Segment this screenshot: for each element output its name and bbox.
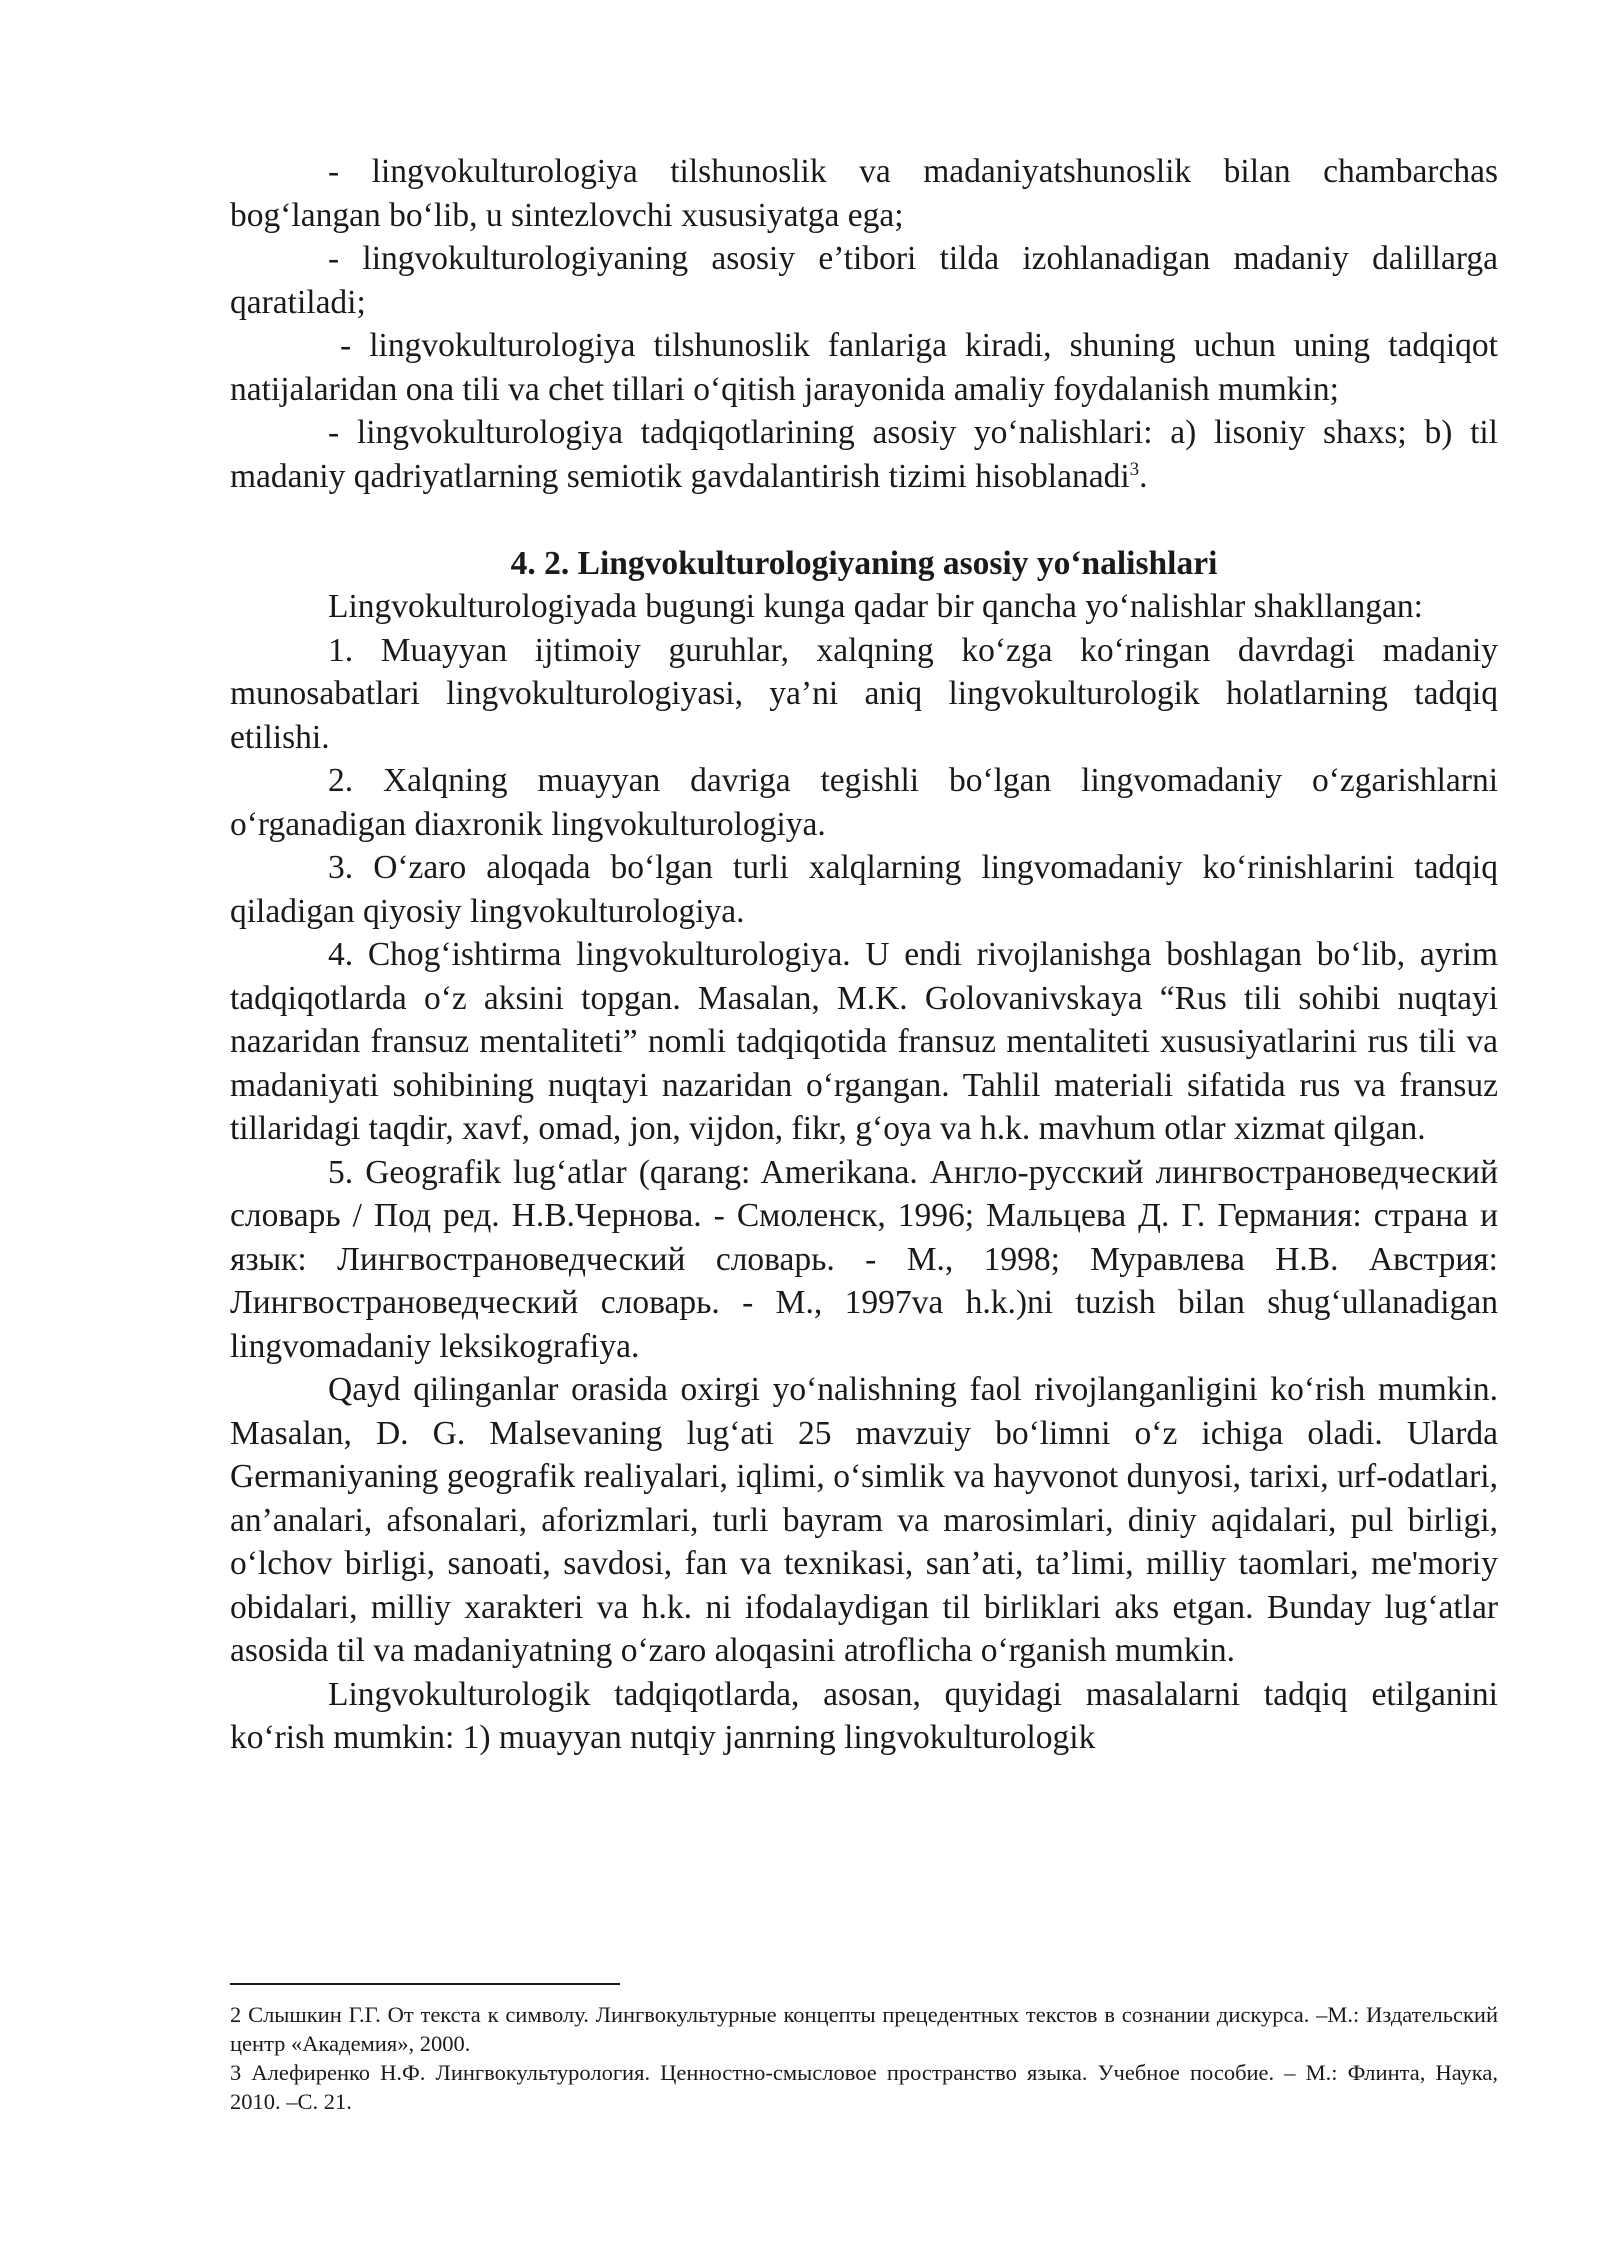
- footnotes: [230, 2000, 1498, 2116]
- paragraph-list-item-4: [230, 411, 1498, 498]
- footnote-3: 3 Алефиренко Н.Ф. Лингвокультурология. Ценностно-смысловое пространство языка. Учебное пособие. – М.: Флинта, Наука, 2010. –С. 21.: [230, 2060, 1498, 2114]
- document-page: [230, 150, 1498, 1760]
- blank-line: [230, 498, 1498, 542]
- section-heading: 4. 2. Lingvokulturologiyaning asosiy yo‘nalishlari: [510, 544, 1218, 582]
- paragraph-direction-4: 4. Chog‘ishtirma lingvokulturologiya. U endi rivojlanishga boshlagan bo‘lib, ayrim tadqiqotlarda o‘z aksini topgan. Masalan, M.K. Golovanivskaya “Rus tili sohibi nuqtayi nazaridan fransuz mentaliteti” nomli tadqiqotida fransuz mentaliteti xususiyatlarini rus tili va madaniyati sohibining nuqtayi nazaridan o‘rgangan. Tahlil materiali sifatida rus va fransuz tillaridagi taqdir, xavf, omad, jon, vijdon, fikr, g‘oya va h.k. mavhum otlar xizmat qilgan.: [230, 936, 1498, 1147]
- paragraph-list-item-3: - lingvokulturologiya tilshunoslik fanlariga kiradi, shuning uchun uning tadqiqot natijalaridan ona tili va chet tillari o‘qitish jarayonida amaliy foydalanish mumkin;: [230, 327, 1498, 408]
- paragraph-direction-3: 3. O‘zaro aloqada bo‘lgan turli xalqlarning lingvomadaniy ko‘rinishlarini tadqiq qiladigan qiyosiy lingvokulturologiya.: [230, 849, 1498, 930]
- paragraph-list-item-4-text: - lingvokulturologiya tadqiqotlarining asosiy yo‘nalishlari: a) lisoniy shaxs; b) til madaniy qadriyatlarning semiotik gavdalantirish tizimi hisoblanadi: [230, 414, 1498, 495]
- paragraph-direction-1: 1. Muayyan ijtimoiy guruhlar, xalqning ko‘zga ko‘ringan davrdagi madaniy munosabatlari lingvokulturologiyasi, ya’ni aniq lingvokulturologik holatlarning tadqiq etilishi.: [230, 631, 1498, 756]
- paragraph-lexicography: Qayd qilinganlar orasida oxirgi yo‘nalishning faol rivojlanganligini ko‘rish mumkin. Masalan, D. G. Malsevaning lug‘ati 25 mavzuiy bo‘limni o‘z ichiga oladi. Ularda Germaniyaning geografik realiyalari, iqlimi, o‘simlik va hayvonot dunyosi, tarixi, urf-odatlari, an’analari, afsonalari, aforizmlari, turli bayram va marosimlari, diniy aqidalari, pul birligi, o‘lchov birligi, sanoati, savdosi, fan va texnikasi, san’ati, ta’limi, milliy taomlari, me'moriy obidalari, milliy xarakteri va h.k. ni ifodalaydigan til birliklari aks etgan. Bunday lug‘atlar asosida til va madaniyatning o‘zaro aloqasini atroflicha o‘rganish mumkin.: [230, 1371, 1498, 1669]
- paragraph-intro: Lingvokulturologiyada bugungi kunga qadar bir qancha yo‘nalishlar shakllangan:: [328, 588, 1423, 625]
- paragraph-list-item-1: - lingvokulturologiya tilshunoslik va madaniyatshunoslik bilan chambarchas bog‘langan bo‘lib, u sintezlovchi xususiyatga ega;: [230, 153, 1498, 234]
- paragraph-research-issues: Lingvokulturologik tadqiqotlarda, asosan, quyidagi masalalarni tadqiq etilganini ko‘rish mumkin: 1) muayyan nutqiy janrning lingvokulturologik: [230, 1675, 1498, 1756]
- paragraph-direction-5: 5. Geografik lug‘atlar (qarang: Amerikana. Англо-русский лингвострановедческий словарь / Под ред. Н.В.Чернова. - Смоленск, 1996; Мальцева Д. Г. Германия: страна и язык: Лингвострановедческий словарь. - М., 1998; Муравлева Н.В. Австрия: Лингвострановедческий словарь. - М., 1997va h.k.)ni tuzish bilan shug‘ullanadigan lingvomadaniy leksikografiya.: [230, 1153, 1498, 1365]
- footnote-reference: 3: [1129, 458, 1140, 480]
- paragraph-list-item-2: - lingvokulturologiyaning asosiy e’tibori tilda izohlanadigan madaniy dalillarga qaratiladi;: [230, 240, 1498, 321]
- paragraph-end-period: .: [1139, 457, 1148, 495]
- paragraph-direction-2: 2. Xalqning muayyan davriga tegishli bo‘lgan lingvomadaniy o‘zgarishlarni o‘rganadigan diaxronik lingvokulturologiya.: [230, 762, 1498, 843]
- footnote-2: 2 Слышкин Г.Г. От текста к символу. Лингвокультурные концепты прецедентных текстов в сознании дискурса. –М.: Издательский центр «Академия», 2000.: [230, 2002, 1498, 2056]
- footnote-divider: [230, 1983, 620, 1985]
